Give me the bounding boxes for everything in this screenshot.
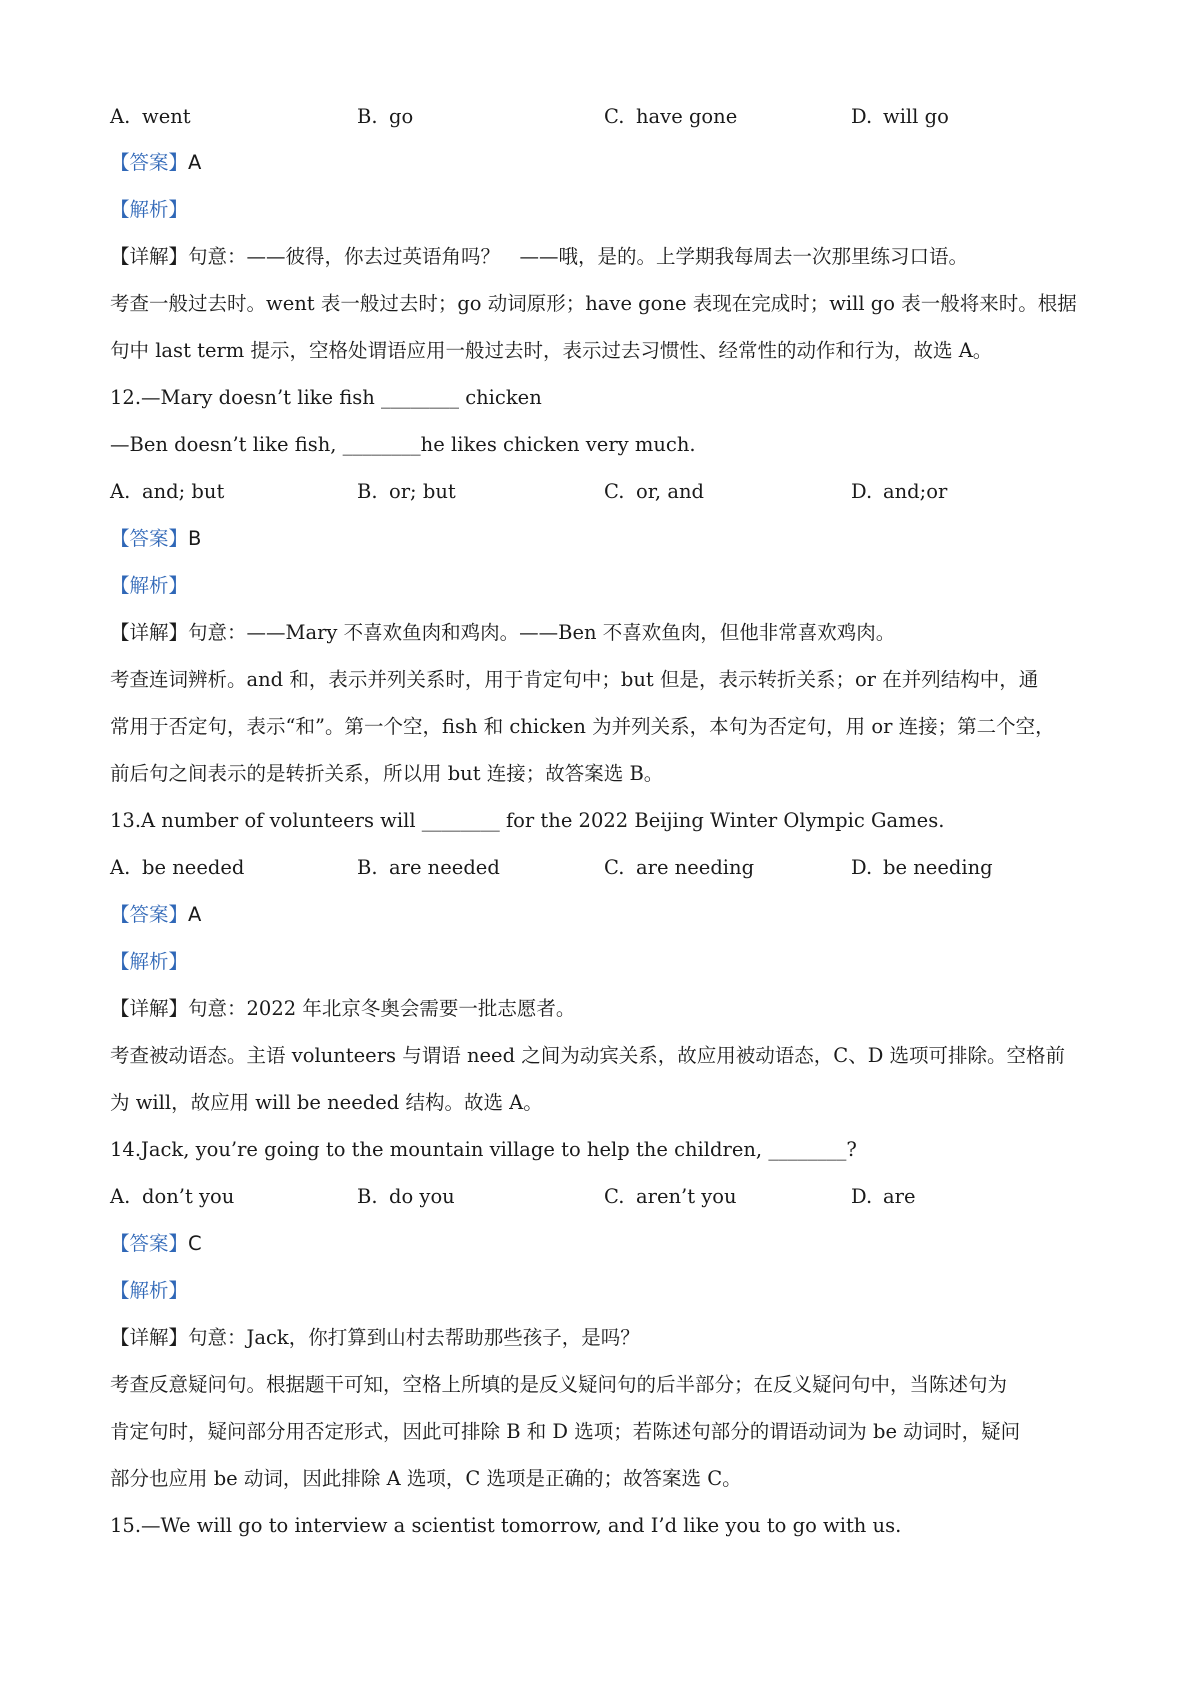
q14-option-b: B. do you (357, 1185, 455, 1208)
q11-explain-line: 句中 last term 提示，空格处谓语应用一般过去时，表示过去习惯性、经常性的动作和行为，故选 A。 (110, 339, 993, 362)
q14-explain-line: 部分也应用 be 动词，因此排除 A 选项，C 选项是正确的；故答案选 C。 (110, 1467, 742, 1490)
q12-stem-line: 12.—Mary doesn’t like fish ________ chicken (110, 386, 542, 409)
q11-option-c: C. have gone (604, 105, 738, 128)
q12-explain-line: 考查连词辨析。and 和，表示并列关系时，用于肯定句中；but 但是，表示转折关系；or 在并列结构中，通 (110, 668, 1039, 691)
q13-stem-line: 13.A number of volunteers will ________ for the 2022 Beijing Winter Olympic Games. (110, 809, 945, 832)
q15-stem-line: 15.—We will go to interview a scientist tomorrow, and I’d like you to go with us. (110, 1514, 902, 1537)
q13-option-a: A. be needed (110, 856, 245, 879)
q11-option-b: B. go (357, 105, 414, 128)
q14-answer: 【答案】C (110, 1232, 202, 1255)
q14-explain-line: 考查反意疑问句。根据题干可知，空格上所填的是反义疑问句的后半部分；在反义疑问句中，当陈述句为 (110, 1373, 1008, 1396)
q13-option-b: B. are needed (357, 856, 500, 879)
q11-answer: 【答案】A (110, 151, 202, 174)
q12-option-c: C. or, and (604, 480, 704, 503)
q14-stem-line: 14.Jack, you’re going to the mountain village to help the children, ________? (110, 1138, 857, 1161)
q12-detail: 【详解】句意：——Mary 不喜欢鱼肉和鸡肉。——Ben 不喜欢鱼肉，但他非常喜欢鸡肉。 (110, 621, 896, 644)
q13-answer: 【答案】A (110, 903, 202, 926)
q14-option-d: D. are (851, 1185, 916, 1208)
q12-explain-line: 常用于否定句，表示“和”。第一个空，fish 和 chicken 为并列关系，本句为否定句，用 or 连接；第二个空， (110, 715, 1055, 738)
q12-stem-line: —Ben doesn’t like fish, ________he likes chicken very much. (110, 433, 696, 456)
q11-analysis-label: 【解析】 (110, 198, 189, 221)
q11-option-a: A. went (110, 105, 191, 128)
q12-explain-line: 前后句之间表示的是转折关系，所以用 but 连接；故答案选 B。 (110, 762, 664, 785)
q12-analysis-label: 【解析】 (110, 574, 189, 597)
q12-answer: 【答案】B (110, 527, 202, 550)
q11-option-d: D. will go (851, 105, 949, 128)
q11-detail: 【详解】句意：——彼得，你去过英语角吗？ ——哦，是的。上学期我每周去一次那里练习口语。 (110, 245, 969, 268)
q13-detail: 【详解】句意：2022 年北京冬奥会需要一批志愿者。 (110, 997, 576, 1020)
q14-detail: 【详解】句意：Jack，你打算到山村去帮助那些孩子，是吗？ (110, 1326, 640, 1349)
q13-option-d: D. be needing (851, 856, 993, 879)
q14-option-a: A. don’t you (110, 1185, 235, 1208)
q13-explain-line: 为 will，故应用 will be needed 结构。故选 A。 (110, 1091, 543, 1114)
q12-option-d: D. and;or (851, 480, 948, 503)
q13-explain-line: 考查被动语态。主语 volunteers 与谓语 need 之间为动宾关系，故应用被动语态，C、D 选项可排除。空格前 (110, 1044, 1066, 1067)
q11-explain-line: 考查一般过去时。went 表一般过去时；go 动词原形；have gone 表现在完成时；will go 表一般将来时。根据 (110, 292, 1077, 315)
q14-analysis-label: 【解析】 (110, 1279, 189, 1302)
q14-explain-line: 肯定句时，疑问部分用否定形式，因此可排除 B 和 D 选项；若陈述句部分的谓语动词为 be 动词时，疑问 (110, 1420, 1021, 1443)
q14-option-c: C. aren’t you (604, 1185, 737, 1208)
q13-analysis-label: 【解析】 (110, 950, 189, 973)
q12-option-a: A. and; but (110, 480, 225, 503)
q13-option-c: C. are needing (604, 856, 755, 879)
q12-option-b: B. or; but (357, 480, 456, 503)
